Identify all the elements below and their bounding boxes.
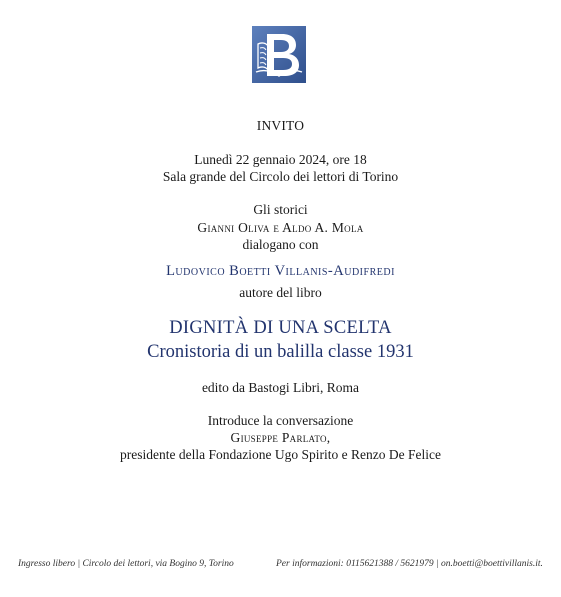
historians-names: Gianni Oliva e Aldo A. Mola: [197, 220, 364, 235]
footer-entry-info: Ingresso libero | Circolo dei lettori, via Bogino 9, Torino: [18, 559, 234, 569]
book-title: DIGNITÀ DI UNA SCELTA: [169, 318, 392, 338]
publisher-logo: [252, 26, 306, 83]
introduction-label: Introduce la conversazione: [207, 413, 354, 428]
historians-action: dialogano con: [242, 237, 319, 252]
invite-heading: INVITO: [256, 118, 305, 133]
book-letter-b-logo-icon: [252, 26, 306, 83]
event-venue: Sala grande del Circolo dei lettori di Torino: [162, 169, 399, 184]
footer-contact-info: Per informazioni: 0115621388 / 5621979 | on.boetti@boettivillanis.it.: [276, 559, 543, 569]
book-subtitle: Cronistoria di un balilla classe 1931: [147, 342, 414, 362]
author-name: Ludovico Boetti Villanis-Audifredi: [166, 263, 395, 279]
book-publisher: edito da Bastogi Libri, Roma: [201, 380, 360, 395]
event-date-time: Lunedì 22 gennaio 2024, ore 18: [194, 152, 367, 167]
introduction-role: presidente della Fondazione Ugo Spirito e Renzo De Felice: [120, 447, 441, 462]
author-role: autore del libro: [239, 285, 322, 300]
historians-label: Gli storici: [253, 202, 308, 217]
introduction-name: Giuseppe Parlato,: [230, 430, 331, 445]
